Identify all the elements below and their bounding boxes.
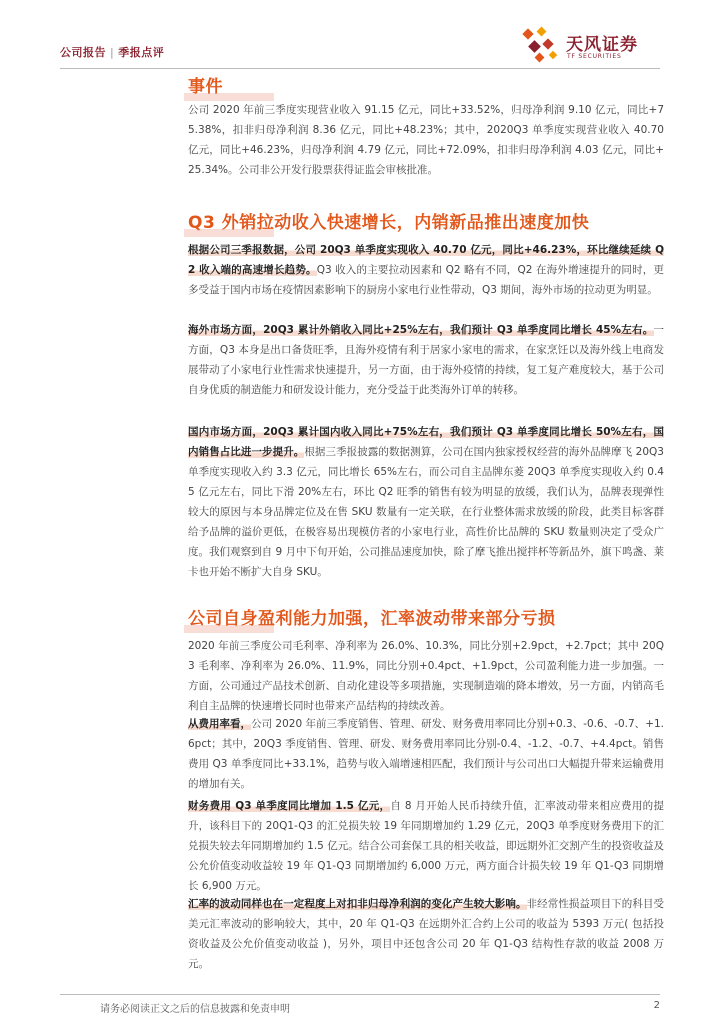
tf-securities-logo <box>520 26 660 66</box>
paragraph-body: 一方面，Q3 本身是出口备货旺季，且海外疫情有利于居家小家电的需求，在家烹饪以及海外线上电商发展带动了小家电行业性需求快速提升，另一方面，由于海外疫情的持续，复工复产难度较大，基于公司自身优质的制造能力和研发设计能力，充分受益于此类海外订单的转移。 <box>188 324 664 396</box>
paragraph-fx-impact <box>188 894 664 974</box>
report-type: 公司报告 <box>60 46 106 59</box>
paragraph-lead: 财务费用 Q3 单季度同比增加 1.5 亿元， <box>188 800 391 812</box>
paragraph-expense-ratio <box>188 714 664 794</box>
paragraph-margins <box>188 636 664 716</box>
paragraph-overseas-market <box>188 320 664 400</box>
report-subtype: 季报点评 <box>118 46 165 59</box>
footer-disclaimer: 请务必阅读正文之后的信息披露和免责申明 <box>100 1004 290 1015</box>
paragraph-body: 公司 2020 年前三季度销售、管理、研发、财务费用率同比分别+0.3、-0.6、-0.7、+1.6pct；其中，20Q3 季度销售、管理、研发、财务费用率同比分别-0.4、-1.2、-0.7、+4.4pct。销售费用 Q3 单季度同比+33.1%，趋势与收入端增速相匹配，我们预计与公司出口大幅提升带来运输费用的增加有关。 <box>188 718 665 790</box>
paragraph-body: 非经常性损益项目下的科目受美元汇率波动的影响较大，其中，20 年 Q1-Q3 在远期外汇合约上公司的收益为 5393 万元( 包括投资收益及公允价值变动收益 )，另外，项目中还包含公司 20 年 Q1-Q3 结构性存款的收益 2008 万元。 <box>188 898 665 970</box>
logo-name-cn: 天风证券 <box>566 35 638 55</box>
paragraph-body: 自 8 月开始人民币持续升值，汇率波动带来相应费用的提升，该科目下的 20Q1-Q3 的汇兑损失较 19 年同期增加约 1.29 亿元，20Q3 单季度财务费用下的汇兑损失较去年同期增加约 1.5 亿元。结合公司套保工具的相关收益，即远期外汇交割产生的投资收益及公允价值变动收益较 19 年 Q1-Q3 同期增加约 6,000 万元，两方面合计损失较 19 年 Q1-Q3 同期增长 6,900 万元。 <box>188 800 664 892</box>
paragraph-lead: 海外市场方面，20Q3 累计外销收入同比+25%左右，我们预计 Q3 单季度同比增长 45%左右。 <box>188 324 654 336</box>
page-header <box>60 24 660 68</box>
paragraph-event: 公司 2020 年前三季度实现营业收入 91.15 亿元，同比+33.52%，归母净利润 9.10 亿元，同比+75.38%，扣非归母净利润 8.36 亿元，同比+48.23%；其中，2020Q3 单季度实现营业收入 40.70 亿元，同比+46.23%，归母净利润 4.79 亿元，同比+72.09%，扣非归母净利润 4.03 亿元，同比+25.34%。公司非公开发行股票获得证监会审核批准。 <box>188 104 664 176</box>
logo-name-en: TF SECURITIES <box>567 53 622 60</box>
footer-divider <box>60 994 660 995</box>
breadcrumb: 公司报告 | 季报点评 <box>60 46 165 59</box>
page-number: 2 <box>653 1000 660 1011</box>
paragraph-domestic-market <box>188 422 664 582</box>
paragraph-q3-overview <box>188 240 664 300</box>
section-title-q3-revenue: Q3 外销拉动收入快速增长，内销新品推出速度加快 <box>188 208 589 233</box>
paragraph-lead: 汇率的波动同样也在一定程度上对扣非归母净利润的变化产生较大影响。 <box>188 898 527 910</box>
logo-mark-icon <box>520 26 564 66</box>
paragraph-body: 2020 年前三季度公司毛利率、净利率为 26.0%、10.3%，同比分别+2.9pct，+2.7pct；其中 20Q3 毛利率、净利率为 26.0%、11.9%，同比分别+0.4pct、+1.9pct，公司盈利能力进一步加强。一方面，公司通过产品技术创新、自动化建设等多项措施，实现制造端的降本增效，另一方面，内销高毛利自主品牌的快速增长同时也带来产品结构的持续改善。 <box>188 640 664 712</box>
paragraph-body: Q3 收入的主要拉动因素和 Q2 略有不同，Q2 在海外增速提升的同时，更多受益于国内市场在疫情因素影响下的厨房小家电行业性带动，Q3 期间，海外市场的拉动更为明显。 <box>188 264 664 296</box>
paragraph-lead: 从费用率看， <box>188 718 252 730</box>
paragraph-financial-expense <box>188 796 664 896</box>
paragraph-lead: 根据公司三季报数据，公司 20Q3 单季度实现收入 40.70 亿元，同比+46.23%，环比继续延续 Q2 收入端的高速增长趋势。 <box>188 244 664 276</box>
paragraph-lead: 国内市场方面，20Q3 累计国内收入同比+75%左右，我们预计 Q3 单季度同比增长 50%左右，国内销售占比进一步提升。 <box>188 426 664 458</box>
section-title-profitability: 公司自身盈利能力加强，汇率波动带来部分亏损 <box>188 604 556 629</box>
section-title-event: 事件 <box>188 72 223 97</box>
header-divider <box>60 68 660 69</box>
paragraph-body: 根据三季报披露的数据测算，公司在国内独家授权经营的海外品牌摩飞 20Q3 单季度实现收入约 3.3 亿元，同比增长 65%左右，而公司自主品牌东菱 20Q3 单季度实现收入约 0.45 亿元左右，同比下滑 20%左右，环比 Q2 旺季的销售有较为明显的放缓，我们认为，品牌表现弹性较大的原因与本身品牌定位及在售 SKU 数量有一定关联，在行业整体需求放缓的阶段，此类目标客群给予品牌的溢价更低，在极容易出现模仿者的小家电行业，高性价比品牌的 SKU 数量则决定了受众广度。我们观察到自 9 月中下旬开始，公司推品速度加快，除了摩飞推出搅拌杯等新品外，旗下鸣盏、莱卡也开始不断扩大自身 SKU。 <box>188 446 664 578</box>
